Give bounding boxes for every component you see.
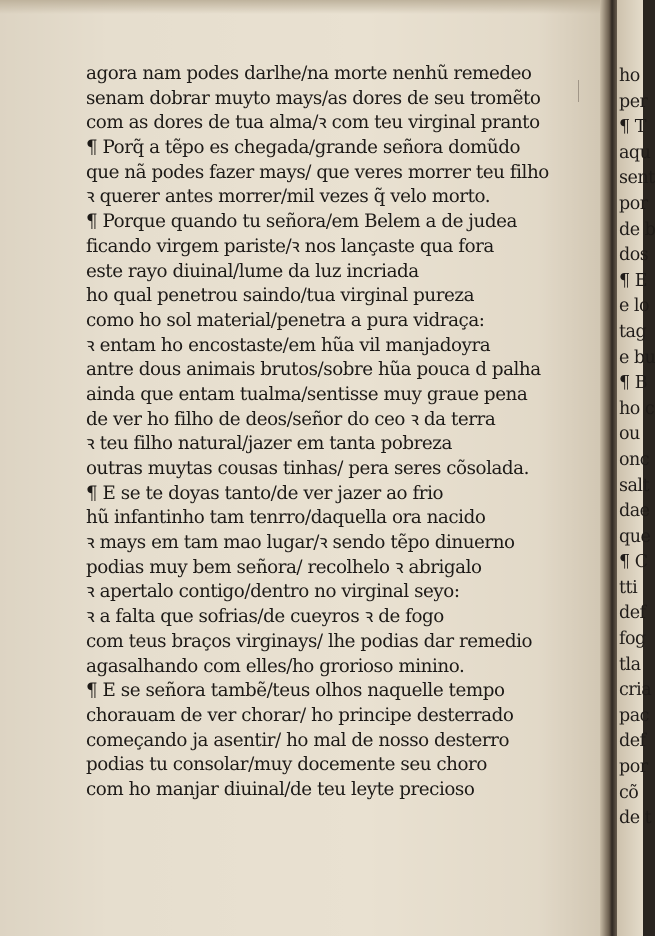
facing-line-fragment: ho [619,66,640,86]
verse-line: hũ infantinho tam tenrro/daquella ora nacido [86,507,486,529]
facing-line-fragment: per [619,91,648,112]
verse-line: podias tu consolar/muy docemente seu choro [86,754,487,776]
verse-line: que nã podes fazer mays/ que veres morrer teu filho [86,161,549,183]
facing-line-fragment: dae [619,501,650,522]
facing-line-fragment: ¶ B [619,373,648,394]
facing-line-fragment: ¶ T [619,117,646,138]
facing-line-fragment: tti [619,577,638,598]
verse-line: outras muytas cousas tinhas/ pera seres cõsolada. [86,458,529,479]
verse-line: começando ja asentir/ ho mal de nosso desterro [86,729,510,751]
facing-line-fragment: salt [619,475,650,496]
facing-line-fragment: cria [619,680,652,701]
facing-line-fragment: def [619,731,646,752]
verse-line: ho qual penetrou saindo/tua virginal pureza [86,285,475,307]
facing-line-fragment: pac [619,705,649,726]
facing-line-fragment: onc [619,449,650,470]
verse-line: agora nam podes darlhe/na morte nenhũ remedeo [86,63,532,84]
verse-line: este rayo diuinal/lume da luz incriada [86,260,419,282]
facing-line-fragment: de b [619,219,655,240]
verse-line: com teus braços virginays/ lhe podias dar remedio [86,630,533,652]
facing-line-fragment: ¶ C [619,552,648,573]
verse-line: ¶ Porq̃ a tẽpo es chegada/grande señora domũdo [86,137,521,159]
verse-line: com as dores de tua alma/ꝛ com teu virginal pranto [86,112,540,134]
verse-line: agasalhando com elles/ho grorioso minino. [86,655,465,677]
verse-line: senam dobrar muyto mays/as dores de seu tromẽto [86,87,541,109]
facing-line-fragment: e lo [619,296,650,317]
verse-line: ¶ E se te doyas tanto/de ver jazer ao frio [86,482,444,504]
verse-line: ꝛ teu filho natural/jazer em tanta pobreza [86,433,452,455]
facing-line-fragment: de t [619,808,652,829]
verse-line: ficando virgem pariste/ꝛ nos lançaste qua fora [86,235,494,257]
facing-line-fragment: def [619,603,646,624]
facing-line-fragment: sent [619,168,655,189]
verse-line: ainda que entam tualma/sentisse muy graue pena [86,383,528,405]
verse-line: como ho sol material/penetra a pura vidraça: [86,309,485,331]
verse-line: antre dous animais brutos/sobre hũa pouca d palha [86,359,541,381]
facing-line-fragment: cõ [619,782,639,803]
facing-line-fragment: fog [619,629,646,650]
facing-line-fragment: tla [619,654,641,675]
verse-line: com ho manjar diuinal/de teu leyte precioso [86,778,475,800]
verse-line: chorauam de ver chorar/ ho principe desterrado [86,704,514,726]
facing-line-fragment: dos [619,245,649,266]
facing-line-fragment: que [619,526,651,547]
verse-line: ꝛ apertalo contigo/dentro no virginal seyo: [86,581,460,603]
verse-text-block [86,62,602,803]
verse-line: ¶ E se señora tambẽ/teus olhos naquelle tempo [86,680,505,702]
verse-line: de ver ho filho de deos/señor do ceo ꝛ da terra [86,408,496,430]
verse-line: ꝛ a falta que sofrias/de cueyros ꝛ de fogo [86,606,444,628]
facing-line-fragment: aqu [619,142,651,163]
facing-line-fragment: por [619,757,648,778]
facing-page-text [619,64,655,832]
facing-line-fragment: ¶ E [619,270,647,291]
facing-line-fragment: tag [619,321,647,342]
facing-line-fragment: ou [619,424,640,445]
verse-line: podias muy bem señora/ recolhelo ꝛ abrigalo [86,556,482,578]
page-top-shadow [0,0,611,14]
verse-line: ꝛ entam ho encostaste/em hũa vil manjadoyra [86,334,491,356]
facing-line-fragment: e bu [619,347,655,368]
facing-line-fragment: por [619,193,648,214]
verse-line: ꝛ querer antes morrer/mil vezes q̃ velo morto. [86,186,491,208]
verse-line: ¶ Porque quando tu señora/em Belem a de judea [86,211,517,233]
verse-line: ꝛ mays em tam mao lugar/ꝛ sendo tẽpo dinuerno [86,532,515,554]
facing-line-fragment: ho c [619,398,655,419]
